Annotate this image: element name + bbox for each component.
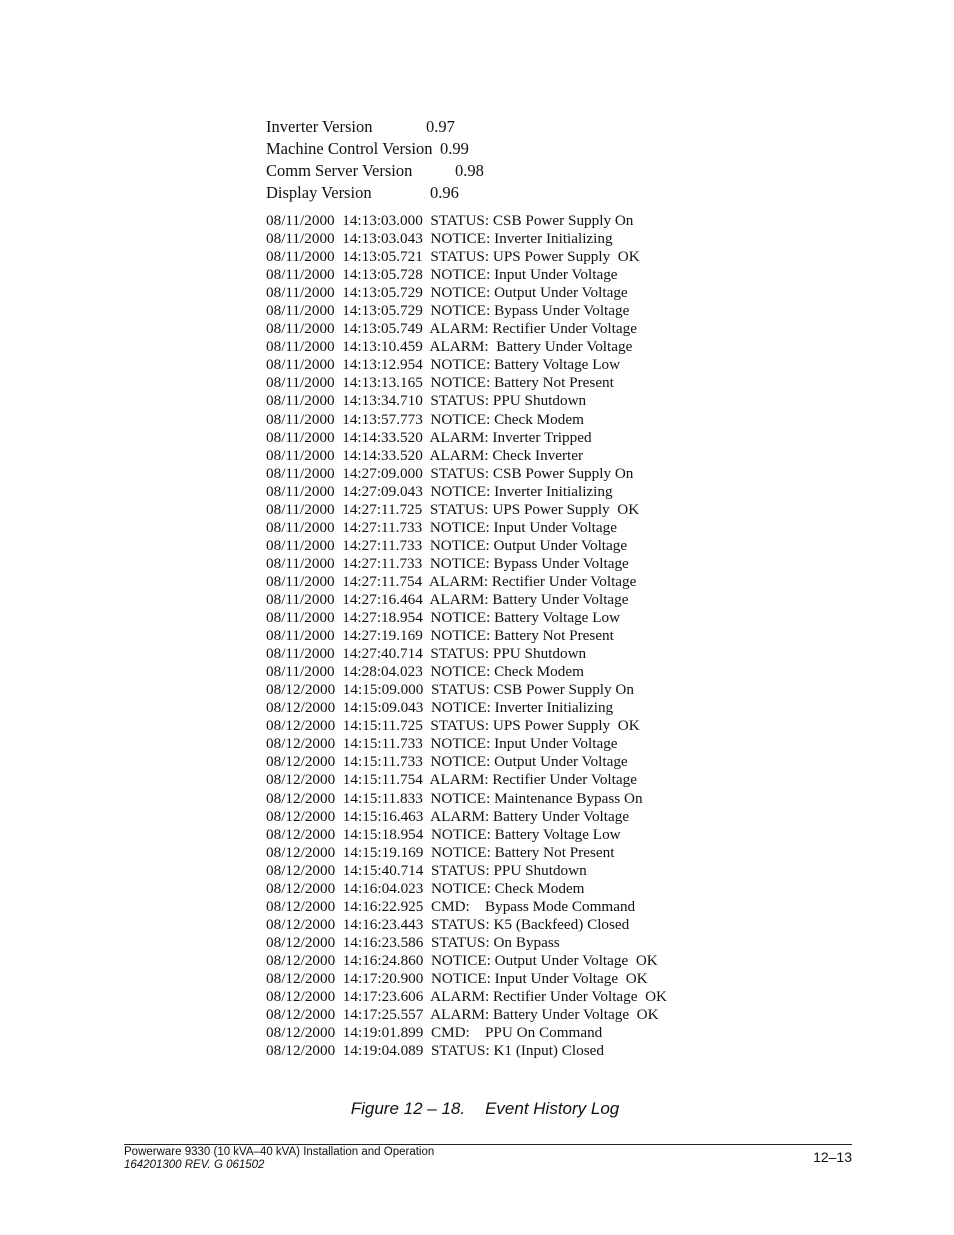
log-entry: 08/12/2000 14:17:23.606 ALARM: Rectifier Under Voltage OK — [266, 988, 668, 1006]
figure-number: Figure 12 – 18. — [350, 1099, 466, 1118]
version-list — [266, 116, 484, 204]
log-entry: 08/12/2000 14:15:19.169 NOTICE: Battery Not Present — [266, 843, 615, 861]
page-number: 12–13 — [813, 1149, 852, 1165]
version-row — [266, 182, 484, 204]
version-value: 0.99 — [440, 139, 469, 158]
log-entry: 08/11/2000 14:27:18.954 NOTICE: Battery Voltage Low — [266, 609, 621, 627]
log-entry: 08/11/2000 14:13:10.459 ALARM: Battery Under Voltage — [266, 338, 633, 356]
log-entry: 08/11/2000 14:14:33.520 ALARM: Check Inverter — [266, 446, 584, 464]
log-entry: 08/11/2000 14:27:40.714 STATUS: PPU Shutdown — [266, 645, 587, 663]
event-history-log — [266, 212, 667, 1060]
log-entry: 08/11/2000 14:13:05.729 NOTICE: Bypass Under Voltage — [266, 302, 630, 320]
log-entry: 08/11/2000 14:27:09.043 NOTICE: Inverter Initializing — [266, 482, 613, 500]
version-name: Inverter Version — [266, 117, 373, 136]
log-entry: 08/11/2000 14:13:05.729 NOTICE: Output Under Voltage — [266, 284, 628, 302]
log-entry: 08/12/2000 14:15:18.954 NOTICE: Battery Voltage Low — [266, 825, 621, 843]
footer-title: Powerware 9330 (10 kVA–40 kVA) Installation and Operation — [124, 1146, 435, 1158]
log-entry: 08/11/2000 14:27:09.000 STATUS: CSB Power Supply On — [266, 464, 634, 482]
log-entry: 08/12/2000 14:15:16.463 ALARM: Battery Under Voltage — [266, 807, 630, 825]
log-entry: 08/12/2000 14:19:04.089 STATUS: K1 (Input) Closed — [266, 1042, 604, 1060]
log-entry: 08/11/2000 14:13:57.773 NOTICE: Check Modem — [266, 410, 584, 428]
log-entry: 08/11/2000 14:27:11.733 NOTICE: Bypass Under Voltage — [266, 554, 629, 572]
log-entry: 08/11/2000 14:27:19.169 NOTICE: Battery Not Present — [266, 627, 614, 645]
log-entry: 08/12/2000 14:17:25.557 ALARM: Battery Under Voltage OK — [266, 1006, 659, 1024]
log-entry: 08/11/2000 14:13:13.165 NOTICE: Battery Not Present — [266, 374, 614, 392]
version-row — [266, 138, 484, 160]
version-name: Machine Control Version — [266, 139, 433, 158]
log-entry: 08/12/2000 14:15:11.754 ALARM: Rectifier Under Voltage — [266, 771, 637, 789]
figure-title: Event History Log — [485, 1099, 620, 1118]
version-name: Comm Server Version — [266, 161, 413, 180]
version-value: 0.98 — [455, 161, 484, 180]
log-entry: 08/12/2000 14:15:09.043 NOTICE: Inverter Initializing — [266, 699, 614, 717]
log-entry: 08/11/2000 14:27:11.754 ALARM: Rectifier Under Voltage — [266, 572, 637, 590]
log-entry: 08/11/2000 14:13:05.721 STATUS: UPS Power Supply OK — [266, 248, 640, 266]
log-entry: 08/12/2000 14:16:23.586 STATUS: On Bypass — [266, 933, 560, 951]
log-entry: 08/11/2000 14:27:11.733 NOTICE: Input Under Voltage — [266, 518, 617, 536]
footer-info — [124, 1146, 434, 1172]
footer-rule — [124, 1144, 852, 1145]
log-entry: 08/11/2000 14:27:11.733 NOTICE: Output Under Voltage — [266, 536, 628, 554]
log-entry: 08/11/2000 14:13:12.954 NOTICE: Battery Voltage Low — [266, 356, 621, 374]
version-value: 0.96 — [430, 183, 459, 202]
log-entry: 08/12/2000 14:15:40.714 STATUS: PPU Shutdown — [266, 861, 587, 879]
log-entry: 08/12/2000 14:15:11.725 STATUS: UPS Power Supply OK — [266, 717, 640, 735]
log-entry: 08/12/2000 14:16:04.023 NOTICE: Check Modem — [266, 879, 585, 897]
log-entry: 08/12/2000 14:16:23.443 STATUS: K5 (Backfeed) Closed — [266, 915, 630, 933]
log-entry: 08/11/2000 14:13:05.749 ALARM: Rectifier Under Voltage — [266, 320, 637, 338]
log-entry: 08/11/2000 14:13:05.728 NOTICE: Input Under Voltage — [266, 266, 618, 284]
log-entry: 08/12/2000 14:15:09.000 STATUS: CSB Power Supply On — [266, 681, 634, 699]
log-entry: 08/12/2000 14:16:22.925 CMD: Bypass Mode Command — [266, 897, 636, 915]
log-entry: 08/11/2000 14:13:34.710 STATUS: PPU Shutdown — [266, 392, 587, 410]
version-row — [266, 160, 484, 182]
log-entry: 08/12/2000 14:16:24.860 NOTICE: Output Under Voltage OK — [266, 951, 658, 969]
log-entry: 08/11/2000 14:14:33.520 ALARM: Inverter Tripped — [266, 428, 592, 446]
log-entry: 08/11/2000 14:27:16.464 ALARM: Battery Under Voltage — [266, 590, 629, 608]
log-entry: 08/11/2000 14:13:03.043 NOTICE: Inverter Initializing — [266, 230, 613, 248]
version-name: Display Version — [266, 183, 372, 202]
version-value: 0.97 — [426, 117, 455, 136]
figure-caption — [0, 1099, 954, 1119]
footer-revision: 164201300 REV. G 061502 — [124, 1159, 265, 1171]
version-row — [266, 116, 484, 138]
log-entry: 08/12/2000 14:19:01.899 CMD: PPU On Command — [266, 1024, 603, 1042]
log-entry: 08/12/2000 14:15:11.733 NOTICE: Output Under Voltage — [266, 753, 628, 771]
log-entry: 08/12/2000 14:15:11.733 NOTICE: Input Under Voltage — [266, 735, 618, 753]
log-entry: 08/12/2000 14:17:20.900 NOTICE: Input Under Voltage OK — [266, 969, 648, 987]
log-entry: 08/11/2000 14:28:04.023 NOTICE: Check Modem — [266, 663, 584, 681]
log-entry: 08/11/2000 14:27:11.725 STATUS: UPS Power Supply OK — [266, 500, 640, 518]
log-entry: 08/12/2000 14:15:11.833 NOTICE: Maintenance Bypass On — [266, 789, 643, 807]
log-entry: 08/11/2000 14:13:03.000 STATUS: CSB Power Supply On — [266, 212, 634, 229]
